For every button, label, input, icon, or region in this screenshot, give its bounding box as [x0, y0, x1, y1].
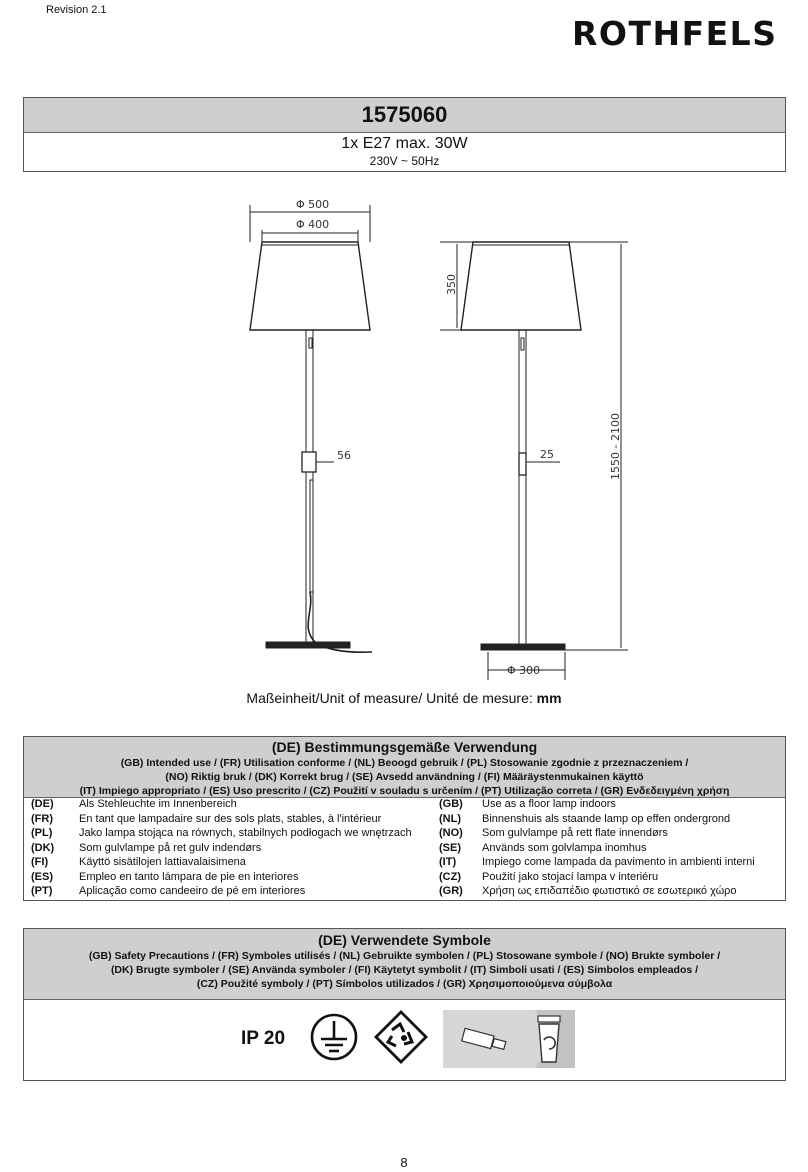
revision-label: Revision 2.1	[46, 4, 107, 16]
usage-text: Som gulvlampe på ret gulv indendørs	[79, 841, 262, 854]
bulb-spec: 1x E27 max. 30W	[341, 135, 468, 152]
symbols-subtitle-1: (GB) Safety Precautions / (FR) Symboles utilisés / (NL) Gebruikte symbolen / (PL) Stosowane symbole / (NO) Brukte symboler /	[88, 950, 721, 962]
usage-text: Použití jako stojací lampa v interiéru	[482, 870, 659, 883]
lang-code: (PL)	[31, 827, 53, 839]
lang-code: (NL)	[439, 812, 461, 825]
lang-code: (GB)	[439, 798, 463, 810]
usage-text: Impiego come lampada da pavimento in ambienti interni	[482, 856, 755, 868]
usage-text: Som gulvlampe på rett flate innendørs	[482, 827, 668, 839]
usage-text: Aplicação como candeeiro de pé em interiores	[79, 885, 306, 897]
lang-code: (DK)	[31, 841, 55, 854]
table-row	[24, 856, 787, 871]
lang-code: (NO)	[439, 827, 463, 839]
intended-use-title: (DE) Bestimmungsgemäße Verwendung	[271, 739, 538, 755]
symbols-title: (DE) Verwendete Symbole	[318, 932, 491, 948]
usage-text: Används som golvlampa inomhus	[482, 841, 647, 854]
dim-diameter-400: Φ 400	[296, 218, 330, 231]
unit-of-measure	[0, 690, 808, 706]
lang-code: (PT)	[31, 885, 53, 897]
usage-text: Jako lampa stojąca na równych, stabilnych podłogach we wnętrzach	[79, 827, 412, 839]
dim-width-56: 56	[337, 449, 351, 462]
intended-use-subtitle-3: (IT) Impiego appropriato / (ES) Uso prescrito / (CZ) Použití v souladu s určením / (PT) Utilização correta / (GR) Ενδεδειγμένη χρήση	[79, 785, 730, 797]
unit-value: mm	[536, 690, 562, 706]
usage-text: Empleo en tanto lámpara de pie en interiores	[79, 870, 299, 883]
lang-code: (IT)	[439, 856, 457, 868]
table-row	[24, 813, 787, 828]
intended-use-table	[23, 736, 786, 901]
brand-logo: ROTHFELS	[572, 14, 778, 53]
table-row	[24, 871, 787, 886]
dim-width-25: 25	[540, 448, 554, 461]
dim-diameter-300: Φ 300	[507, 664, 541, 677]
usage-text: Χρήση ως επιδαπέδιο φωτιστικό σε εσωτερικό χώρο	[482, 885, 737, 897]
table-row	[24, 827, 787, 842]
dim-height-350: 350	[445, 274, 458, 295]
symbols-header	[24, 929, 785, 1000]
dim-height-total: 1550 - 2100	[609, 413, 622, 480]
usage-text: Käyttö sisätilojen lattiavalaisimena	[79, 856, 246, 868]
lang-code: (FR)	[31, 812, 53, 825]
unit-label: Maßeinheit/Unit of measure/ Unité de mesure:	[246, 690, 537, 706]
symbols-subtitle-2: (DK) Brugte symboler / (SE) Använda symboler / (FI) Käytetyt symbolit / (IT) Simboli usati / (ES) Símbolos empleados /	[110, 964, 699, 976]
lang-code: (FI)	[31, 856, 49, 868]
table-row	[24, 798, 787, 813]
table-row	[24, 842, 787, 857]
lang-code: (SE)	[439, 841, 461, 854]
usage-text: Use as a floor lamp indoors	[482, 798, 616, 810]
symbols-subtitle-3: (CZ) Použité symboly / (PT) Símbolos utilizados / (GR) Χρησιμοποιούμενα σύμβολα	[196, 978, 613, 990]
earth-ground-icon	[309, 1012, 359, 1062]
intended-use-subtitle-1: (GB) Intended use / (FR) Utilisation conforme / (NL) Beoogd gebruik / (PL) Stosowanie zgodnie z przeznaczeniem /	[120, 757, 689, 769]
lang-code: (CZ)	[439, 870, 461, 883]
product-code: 1575060	[24, 98, 785, 133]
intended-use-header	[24, 737, 785, 798]
lang-code: (ES)	[31, 870, 53, 883]
usage-text: Binnenshuis als staande lamp op effen ondergrond	[482, 812, 731, 825]
recycling-disposal-icon	[374, 1010, 428, 1064]
ip-rating: IP 20	[241, 1028, 286, 1049]
lang-code: (GR)	[439, 885, 463, 897]
table-row	[24, 885, 787, 900]
power-spec: 230V ~ 50Hz	[369, 154, 440, 168]
dim-diameter-500: Φ 500	[296, 198, 330, 211]
lang-code: (DE)	[31, 798, 54, 810]
usage-text: En tant que lampadaire sur des sols plats, stables, à l'intérieur	[79, 812, 382, 825]
intended-use-subtitle-2: (NO) Riktig bruk / (DK) Korrekt brug / (SE) Avsedd användning / (FI) Määräystenmukainen käyttö	[165, 771, 644, 783]
disposal-panel	[443, 1010, 575, 1068]
page-number: 8	[400, 1155, 408, 1170]
usage-text: Als Stehleuchte im Innenbereich	[79, 798, 237, 810]
